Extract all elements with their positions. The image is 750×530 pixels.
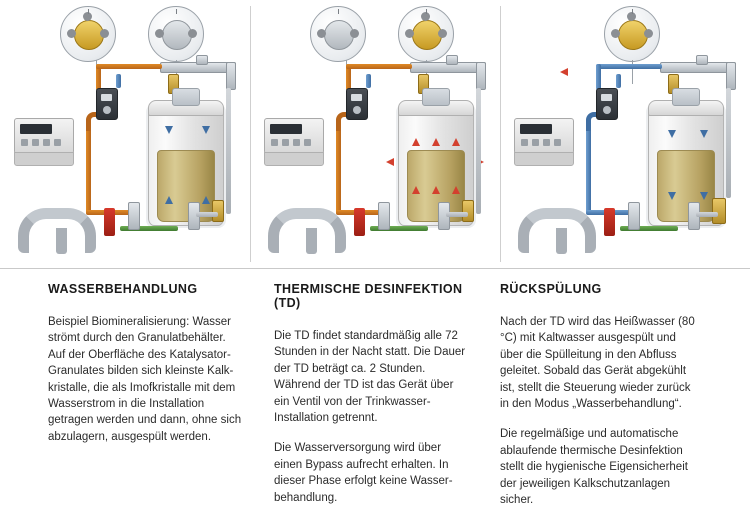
- callout-valve-closed-icon: [148, 6, 204, 62]
- td-arrow-3: [452, 138, 460, 146]
- flow-arrow-down-2: [202, 126, 210, 134]
- flow-arrow-up-2: [202, 196, 210, 204]
- flush-arrow-down-4: [700, 192, 708, 200]
- pipe-raw-in-top: [96, 64, 162, 69]
- pipe-blue-short: [616, 74, 621, 88]
- callout-valve-flush-icon: [604, 6, 660, 62]
- siphon-leg: [556, 228, 567, 254]
- motor-valve[interactable]: [96, 88, 118, 120]
- td-arrow-left: [386, 158, 394, 166]
- pipe-raw-down: [336, 118, 341, 214]
- motor-valve[interactable]: [346, 88, 368, 120]
- heading-rueckspuelung: RÜCKSPÜLUNG: [500, 282, 602, 296]
- manifold-tee: [446, 55, 458, 65]
- diagram-rueckspuelung: [500, 0, 750, 268]
- callout-valve-open-icon-2: [398, 6, 454, 62]
- paragraph-td-1: Die TD findet standardmäßig alle 72 Stunden in der Nacht statt. Die Dauer der TD beträgt ca. 2 Stunden. Während der TD ist das Gerät über ein Ventil von der Trinkwasser-Installation getrennt.: [274, 330, 466, 425]
- flush-arrow-down-2: [700, 130, 708, 138]
- bottom-tee-left: [378, 202, 390, 230]
- td-arrow-5: [432, 186, 440, 194]
- siphon-leg: [306, 228, 317, 254]
- td-arrow-1: [412, 138, 420, 146]
- td-arrow-6: [452, 186, 460, 194]
- pipe-cold-riser: [596, 64, 601, 90]
- diagram-thermische-desinfektion: [250, 0, 500, 268]
- manifold-end: [726, 62, 736, 90]
- callout-valve-closed-icon-2: [310, 6, 366, 62]
- flow-arrow-up-1: [165, 196, 173, 204]
- text-column-wasserbehandlung: [48, 282, 244, 459]
- brass-valve-bottom: [462, 200, 474, 222]
- controller-base: [14, 152, 74, 166]
- paragraph-wasserbehandlung-1: Beispiel Biomineralisierung: Wasser strömt durch den Granulatbehälter. Auf der Oberfläche des Katalysator-Granulates bilden sich kleinste Kalk-kristalle, die als Imofkristalle mit dem Wasserstrom in die Installation getragen werden und dann, ohne sich abzulagern, ausgespült werden.: [48, 316, 242, 443]
- text-column-rueckspuelung: [500, 282, 696, 522]
- brass-valve-bottom: [212, 200, 224, 222]
- pipe-blue-short: [366, 74, 371, 88]
- manifold-end: [226, 62, 236, 90]
- paragraph-rueckspuelung-2: Die regelmäßige und automatische ablaufende thermische Desinfektion stellt die hygienische Eigensicherheit der jeweiligen Kalkschutzanlagen sicher.: [500, 428, 688, 507]
- controller-base: [264, 152, 324, 166]
- flush-arrow-left: [560, 68, 568, 76]
- paragraph-rueckspuelung-1: Nach der TD wird das Heißwasser (80 °C) mit Kaltwasser ausgespült und über die Spülleitung in den Abfluss geleitet. Sobald das Gerät abgekühlt ist, stellt die Steuerung wieder zurück in den Modus „Wasserbehandlung“.: [500, 316, 695, 411]
- bottom-tee-left: [628, 202, 640, 230]
- red-fitting: [354, 208, 365, 236]
- flow-arrow-down-1: [165, 126, 173, 134]
- pipe-cold-top: [596, 64, 662, 69]
- diagram-wasserbehandlung: [0, 0, 250, 268]
- pipe-outlet: [196, 212, 218, 217]
- pipe-right-riser: [476, 88, 481, 214]
- pipe-right-riser: [226, 88, 231, 214]
- tank-neck: [422, 88, 450, 106]
- brass-valve-bottom: [712, 198, 726, 224]
- text-column-thermische-desinfektion: [274, 282, 470, 520]
- manifold-end: [476, 62, 486, 90]
- flush-arrow-down-1: [668, 130, 676, 138]
- pipe-right-riser: [726, 88, 731, 198]
- flush-arrow-down-3: [668, 192, 676, 200]
- pipe-outlet: [696, 212, 718, 217]
- heading-wasserbehandlung: WASSERBEHANDLUNG: [48, 282, 198, 296]
- manifold-tee: [196, 55, 208, 65]
- controller-base: [514, 152, 574, 166]
- pipe-outlet: [446, 212, 468, 217]
- td-arrow-2: [432, 138, 440, 146]
- controller-unit[interactable]: [14, 118, 74, 154]
- pipe-blue-short: [116, 74, 121, 88]
- pipe-cold-down: [586, 118, 591, 214]
- controller-unit[interactable]: [514, 118, 574, 154]
- tank-neck: [172, 88, 200, 106]
- controller-unit[interactable]: [264, 118, 324, 154]
- callout-valve-open-icon: [60, 6, 116, 62]
- red-fitting: [104, 208, 115, 236]
- pipe-raw-down: [86, 118, 91, 214]
- tank-neck: [672, 88, 700, 106]
- pipe-raw-in-top: [346, 64, 412, 69]
- siphon-leg: [56, 228, 67, 254]
- td-arrow-4: [412, 186, 420, 194]
- paragraph-td-2: Die Wasserversorgung wird über einen Bypass aufrecht erhalten. In dieser Phase erfolgt keine Wasser-behandlung.: [274, 442, 453, 504]
- manifold-tee: [696, 55, 708, 65]
- heading-thermische-desinfektion: THERMISCHE DESINFEKTION (TD): [274, 282, 463, 310]
- motor-valve[interactable]: [596, 88, 618, 120]
- bottom-tee-left: [128, 202, 140, 230]
- red-fitting: [604, 208, 615, 236]
